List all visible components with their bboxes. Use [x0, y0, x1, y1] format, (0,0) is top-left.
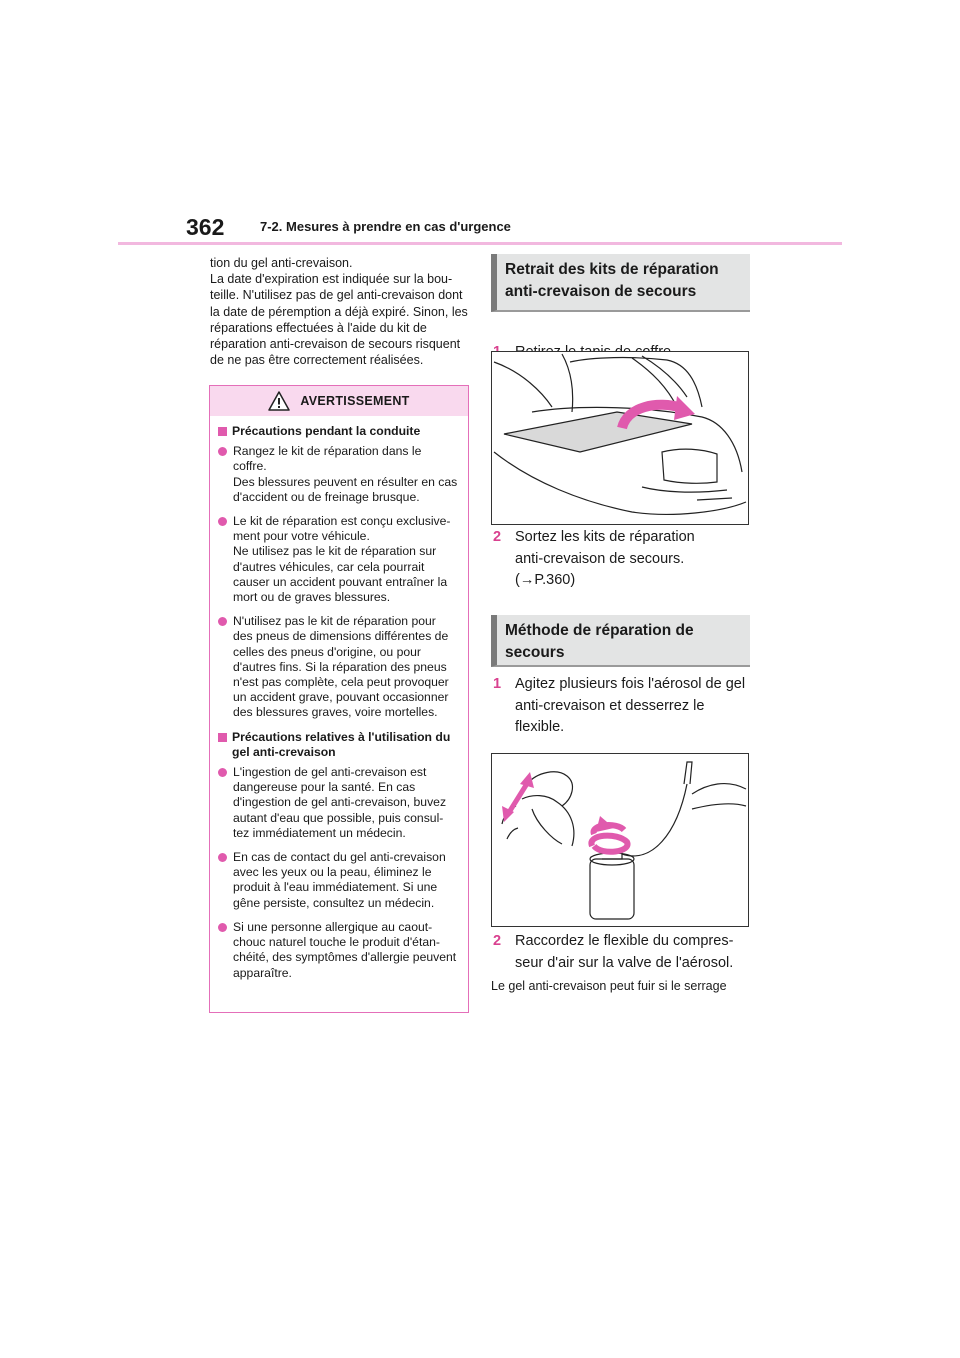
footer-text: Le gel anti-crevaison peut fuir si le serrage [491, 979, 727, 993]
repair-step-2: 2 Raccordez le flexible du compres- seur d'air sur la valve de l'aérosol. [491, 931, 753, 974]
header-rule [118, 242, 842, 245]
dot-bullet-icon [218, 853, 227, 862]
dot-bullet-icon [218, 768, 227, 777]
warning-item: Le kit de réparation est conçu exclusive-ment pour votre véhicule. Ne utilisez pas le kit de réparation sur d'autres véhicules, car cela pourrait causer un accident pouvant entraîner la mort ou de graves blessures. [218, 514, 458, 605]
step-number: 2 [493, 933, 502, 949]
intro-text [210, 255, 468, 368]
warning-box [209, 385, 469, 1013]
warning-item: L'ingestion de gel anti-crevaison est dangereuse pour la santé. En cas d'ingestion de gel anti-crevaison, buvez autant d'eau que possible, puis consul-tez immédiatement un médecin. [218, 765, 458, 841]
dot-bullet-icon [218, 517, 227, 526]
figure-shake-aerosol [491, 753, 749, 927]
warning-item: Si une personne allergique au caout-chouc naturel touche le produit d'étan-chéité, des symptômes d'allergie peuvent apparaître. [218, 920, 458, 981]
trunk-illustration [492, 352, 748, 524]
warning-heading-driving: Précautions pendant la conduite [218, 424, 458, 439]
intro-line-2: La date d'expiration est indiquée sur la bou-teille. N'utilisez pas de gel anti-crevaison dont la date de péremption a déjà expiré. Sinon, les réparations effectuées à l'aide du kit de réparation anti-crevaison de secours risquent de ne pas être correctement réalisées. [210, 272, 468, 368]
dot-bullet-icon [218, 447, 227, 456]
page-number: 362 [186, 214, 225, 240]
warning-heading-gel: Précautions relatives à l'utilisation du gel anti-crevaison [218, 730, 458, 760]
warning-item: N'utilisez pas le kit de réparation pour des pneus de dimensions différentes de celles des pneus d'origine, ou pour d'autres fins. Si la réparation des pneus n'est pas complète, cela peut provoquer un accident grave, pouvant occasionner des blessures graves, voire mortelles. [218, 614, 458, 720]
intro-line-1: tion du gel anti-crevaison. [210, 256, 353, 270]
section-heading-removal: Retrait des kits de réparation anti-crevaison de secours [491, 254, 750, 312]
warning-content [210, 416, 468, 981]
aerosol-illustration [492, 754, 748, 926]
warning-item: Rangez le kit de réparation dans le coffre. Des blessures peuvent en résulter en cas d'accident ou de freinage brusque. [218, 444, 458, 505]
step-number: 2 [493, 529, 502, 545]
dot-bullet-icon [218, 617, 227, 626]
figure-trunk-mat [491, 351, 749, 525]
warning-header [210, 386, 468, 416]
square-bullet-icon [218, 733, 227, 742]
section-heading-repair-method: Méthode de réparation de secours [491, 615, 750, 667]
removal-step-2: 2 Sortez les kits de réparation anti-crevaison de secours. (→P.360) [491, 527, 753, 592]
repair-step-1: 1 Agitez plusieurs fois l'aérosol de gel anti-crevaison et desserrez le flexible. [491, 674, 753, 739]
section-title: 7-2. Mesures à prendre en cas d'urgence [260, 219, 511, 234]
square-bullet-icon [218, 427, 227, 436]
warning-item: En cas de contact du gel anti-crevaison avec les yeux ou la peau, éliminez le produit à l'eau immédiatement. Si une gêne persiste, consultez un médecin. [218, 850, 458, 911]
step-number: 1 [493, 676, 502, 692]
dot-bullet-icon [218, 923, 227, 932]
warning-triangle-icon [268, 391, 290, 411]
warning-title: AVERTISSEMENT [300, 394, 410, 408]
